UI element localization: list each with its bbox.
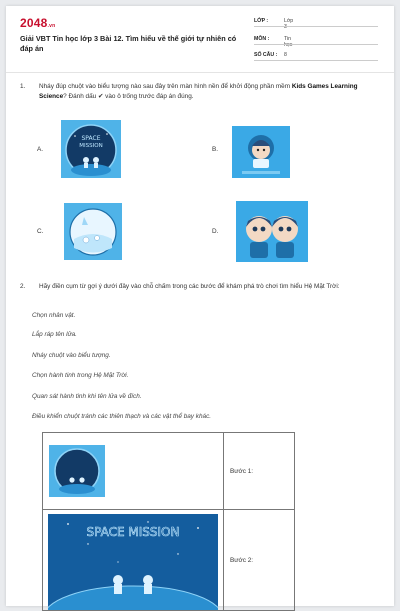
meta-underline <box>254 44 378 45</box>
logo-suffix: .vn <box>47 23 56 29</box>
site-logo[interactable] <box>20 16 55 30</box>
option-a-label: A. <box>37 146 44 153</box>
step-1-image-cell <box>43 433 224 510</box>
table-row <box>43 510 295 611</box>
option-d-label: D. <box>212 228 219 235</box>
phrase-item: Chọn hành tinh trong Hệ Mặt Trời. <box>32 372 129 379</box>
phrase-item: Điều khiển chuột tránh các thiên thạch và các vật thể bay khác. <box>32 413 212 420</box>
banner-text: SPACE MISSION <box>86 525 180 539</box>
option-d-kids-pair-icon[interactable] <box>236 201 308 262</box>
step-1-space-mission-icon <box>49 445 105 497</box>
question-text: Hãy điền cụm từ gợi ý dưới đây vào chỗ chấm trong các bước để khám phá trò chơi tìm hiểu Hệ Mặt Trời: <box>39 283 340 290</box>
meta-value: Tin học <box>284 36 293 48</box>
header-divider <box>6 72 394 73</box>
option-b-label: B. <box>212 146 219 153</box>
step-2-label: Bước 2: <box>224 510 295 611</box>
meta-key: LỚP : <box>254 18 269 24</box>
steps-table <box>42 432 295 611</box>
icon-text-space: SPACE <box>81 135 101 142</box>
page-header <box>6 6 394 70</box>
meta-value: Lớp 3 <box>284 18 294 30</box>
question-text-part: ? Đánh dấu ✔ vào ô trống trước đáp án đúng. <box>63 93 194 100</box>
meta-key: MÔN : <box>254 36 270 42</box>
question-text-part: Nháy đúp chuột vào biểu tượng nào sau đây trên màn hình nền để khởi động phần mềm <box>39 83 292 90</box>
option-b-kids-icon[interactable] <box>232 126 290 178</box>
phrase-item: Lắp ráp tên lửa. <box>32 331 77 338</box>
question-number: 2. <box>20 283 26 290</box>
question-number: 1. <box>20 83 26 90</box>
option-a-space-mission-icon[interactable] <box>61 120 121 178</box>
meta-value: 8 <box>284 52 287 58</box>
question-text-bold: Kids Games Learning Science <box>39 83 358 100</box>
phrase-item: Chọn nhân vật. <box>32 312 76 319</box>
step-2-space-mission-banner <box>48 514 218 610</box>
logo-text: 2048 <box>20 16 48 30</box>
meta-underline <box>254 60 378 61</box>
table-row <box>43 433 295 510</box>
document-page <box>6 6 394 606</box>
phrase-item: Quan sát hành tinh khi tên lửa về đích. <box>32 393 142 400</box>
option-c-globe-icon[interactable] <box>64 203 122 260</box>
question-text <box>39 82 379 102</box>
phrase-item: Nháy chuột vào biểu tượng. <box>32 352 111 359</box>
step-1-label: Bước 1: <box>224 433 295 510</box>
document-title: Giải VBT Tin học lớp 3 Bài 12. Tìm hiểu về thế giới tự nhiên có đáp án <box>20 34 237 53</box>
icon-text-mission: MISSION <box>79 143 103 149</box>
meta-underline <box>254 26 378 27</box>
meta-key: SỐ CÂU : <box>254 52 278 58</box>
option-c-label: C. <box>37 228 44 235</box>
step-2-image-cell <box>43 510 224 611</box>
